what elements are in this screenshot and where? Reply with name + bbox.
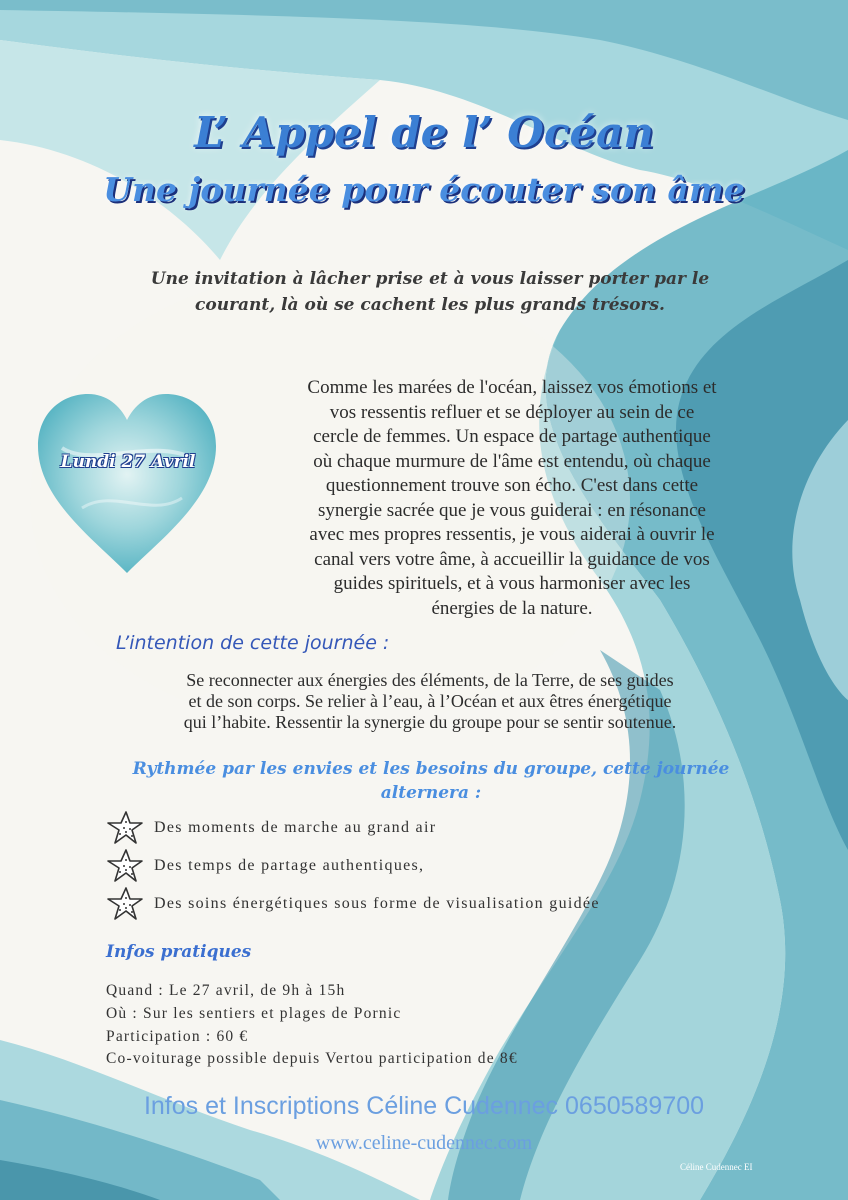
starfish-icon bbox=[104, 886, 146, 922]
list-item-label: Des soins énergétiques sous forme de visualisation guidée bbox=[154, 895, 600, 912]
description-line: Comme les marées de l'océan, laissez vos émotions et bbox=[307, 377, 717, 398]
intention-text bbox=[100, 670, 760, 733]
inscriptions-contact: Infos et Inscriptions Céline Cudennec 0650589700 bbox=[143, 1092, 705, 1120]
invitation-line: Une invitation à lâcher prise et à vous laisser porter par le bbox=[150, 269, 710, 289]
rythm-heading-line: Rythmée par les envies et les besoins du groupe, cette journée bbox=[132, 759, 730, 779]
list-item-label: Des moments de marche au grand air bbox=[154, 819, 437, 836]
intention-line: et de son corps. Se relier à l’eau, à l’Océan et aux êtres énergétique bbox=[188, 691, 672, 711]
infos-line: Quand : Le 27 avril, de 9h à 15h bbox=[106, 982, 346, 999]
invitation-text bbox=[100, 266, 760, 318]
intention-line: Se reconnecter aux énergies des éléments, de la Terre, de ses guides bbox=[186, 670, 674, 690]
list-item bbox=[104, 886, 600, 922]
intention-heading: L’intention de cette journée : bbox=[116, 632, 390, 654]
description-line: guides spirituels, et à vous harmoniser avec les bbox=[333, 573, 691, 594]
list-item-label: Des temps de partage authentiques, bbox=[154, 857, 425, 874]
website-link[interactable]: www.celine-cudennec.com bbox=[315, 1132, 533, 1154]
list-item bbox=[104, 848, 424, 884]
date-label: Lundi 27 Avril bbox=[60, 452, 196, 472]
description-line: synergie sacrée que je vous guiderai : en résonance bbox=[318, 499, 706, 521]
infos-line: Où : Sur les sentiers et plages de Pornic bbox=[106, 1005, 402, 1022]
description-line: énergies de la nature. bbox=[431, 597, 593, 619]
invitation-line: courant, là où se cachent les plus grands trésors. bbox=[195, 295, 665, 315]
rythm-heading bbox=[96, 757, 766, 805]
description-line: canal vers votre âme, à accueillir la guidance de vos bbox=[314, 548, 710, 570]
description-paragraph bbox=[232, 376, 792, 621]
list-item bbox=[104, 810, 436, 846]
description-line: questionnement trouve son écho. C'est dans cette bbox=[325, 475, 699, 496]
credit-text: Céline Cudennec EI bbox=[680, 1162, 753, 1172]
description-line: avec mes propres ressentis, je vous aiderai à ouvrir le bbox=[309, 524, 715, 545]
page-title: L’ Appel de l’ Océan bbox=[194, 108, 654, 157]
infos-line: Participation : 60 € bbox=[106, 1028, 249, 1045]
page-subtitle: Une journée pour écouter son âme bbox=[103, 170, 745, 209]
heart-icon bbox=[32, 388, 222, 578]
infos-heading: Infos pratiques bbox=[106, 942, 252, 962]
intention-line: qui l’habite. Ressentir la synergie du groupe pour se sentir soutenue. bbox=[183, 712, 677, 732]
description-line: où chaque murmure de l'âme est entendu, où chaque bbox=[313, 450, 711, 472]
infos-line: Co-voiturage possible depuis Vertou participation de 8€ bbox=[106, 1050, 518, 1067]
description-line: vos ressentis refluer et se déployer au sein de ce bbox=[329, 401, 695, 423]
starfish-icon bbox=[104, 810, 146, 846]
rythm-heading-line: alternera : bbox=[380, 783, 482, 803]
description-line: cercle de femmes. Un espace de partage authentique bbox=[313, 426, 711, 447]
starfish-icon bbox=[104, 848, 146, 884]
